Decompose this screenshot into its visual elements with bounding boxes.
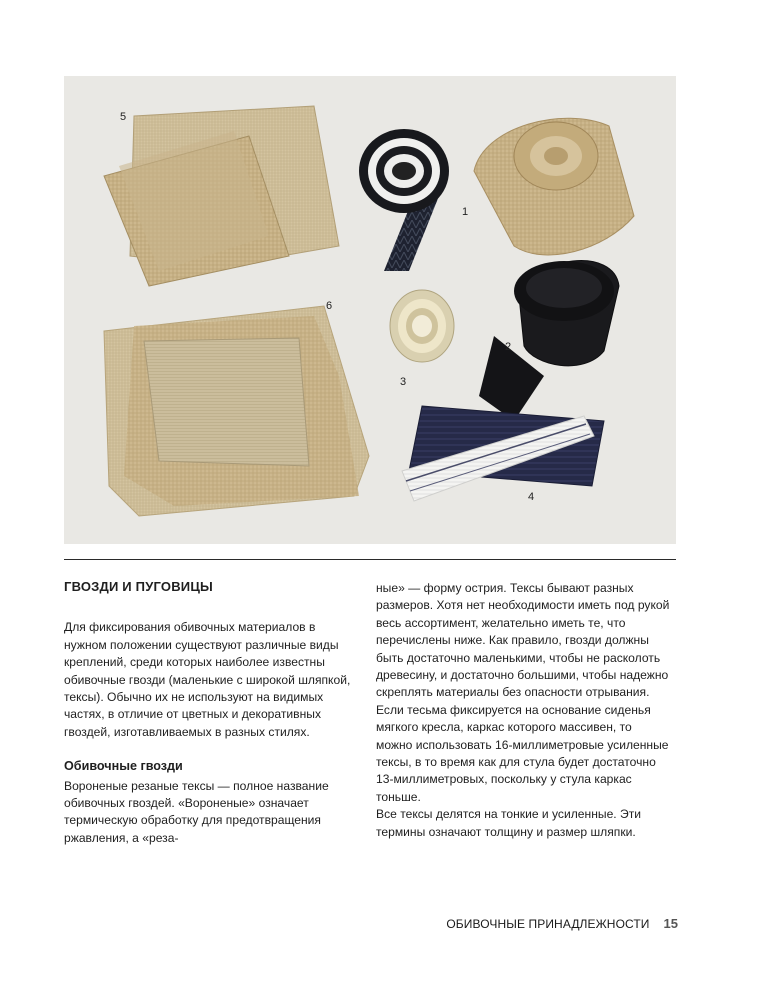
callout-3: 3: [400, 376, 407, 388]
upholstery-materials-illustration: [64, 76, 676, 544]
cream-roll-item-3: [390, 290, 454, 362]
body-paragraph-right-2: Все тексы делятся на тонкие и усиленные. Эти термины означают толщину и размер шляпки.: [376, 807, 641, 839]
page-number: 15: [663, 916, 678, 931]
burlap-linen-item-6: [104, 306, 369, 516]
callout-1: 1: [462, 206, 469, 218]
body-paragraph-left: Вороненые резаные тексы — полное название обивочных гвоздей. «Вороненые» означает термическую обработку для предотвращения ржавления, а «реза-: [64, 778, 329, 845]
black-webbing-item-2: [479, 261, 619, 421]
callout-4: 4: [528, 491, 535, 503]
section-divider: [64, 559, 676, 560]
callout-5: 5: [120, 111, 127, 123]
text-column-right: [376, 580, 670, 841]
jute-roll: [474, 118, 634, 255]
text-column-left: [64, 574, 358, 847]
product-photo: [64, 76, 676, 544]
webbing-roll-item-1: [359, 129, 449, 271]
callout-6: 6: [326, 300, 333, 312]
subheading-nails: Обивочные гвозди: [64, 759, 183, 774]
page-footer: [446, 916, 678, 931]
body-paragraph-right-1: ные» — форму острия. Тексы бывают разных размеров. Хотя нет необходимости иметь под рукой весь ассортимент, желательно иметь те, что перечислены ниже. Как правило, гвозди должны быть достаточно маленькими, чтобы не расколоть древесину, и достаточно большими, чтобы надежно скреплять материалы без опасности отрывания. Если тесьма фиксируется на основание сиденья мягкого кресла, каркас которого массивен, то можно использовать 16-миллиметровые усиленные тексы, в то время как для стула будет достаточно 13-миллиметровых, поскольку у стула каркас тоньше.: [376, 581, 670, 804]
intro-paragraph: Для фиксирования обивочных материалов в нужном положении существуют различные виды креплений, среди которых наиболее известны обивочные гвозди (маленькие с широкой шляпкой, тексы). Обычно их не используют на видимых частях, в отличие от цветных и декоративных гвоздей, изготавливаемых в разных стилях.: [64, 620, 351, 739]
running-footer-title: ОБИВОЧНЫЕ ПРИНАДЛЕЖНОСТИ: [446, 917, 650, 931]
burlap-stack-item-5: [104, 106, 339, 286]
section-heading: ГВОЗДИ И ПУГОВИЦЫ: [64, 579, 213, 594]
callout-2: 2: [505, 341, 512, 353]
webbing-strips-item-4: [402, 406, 604, 501]
